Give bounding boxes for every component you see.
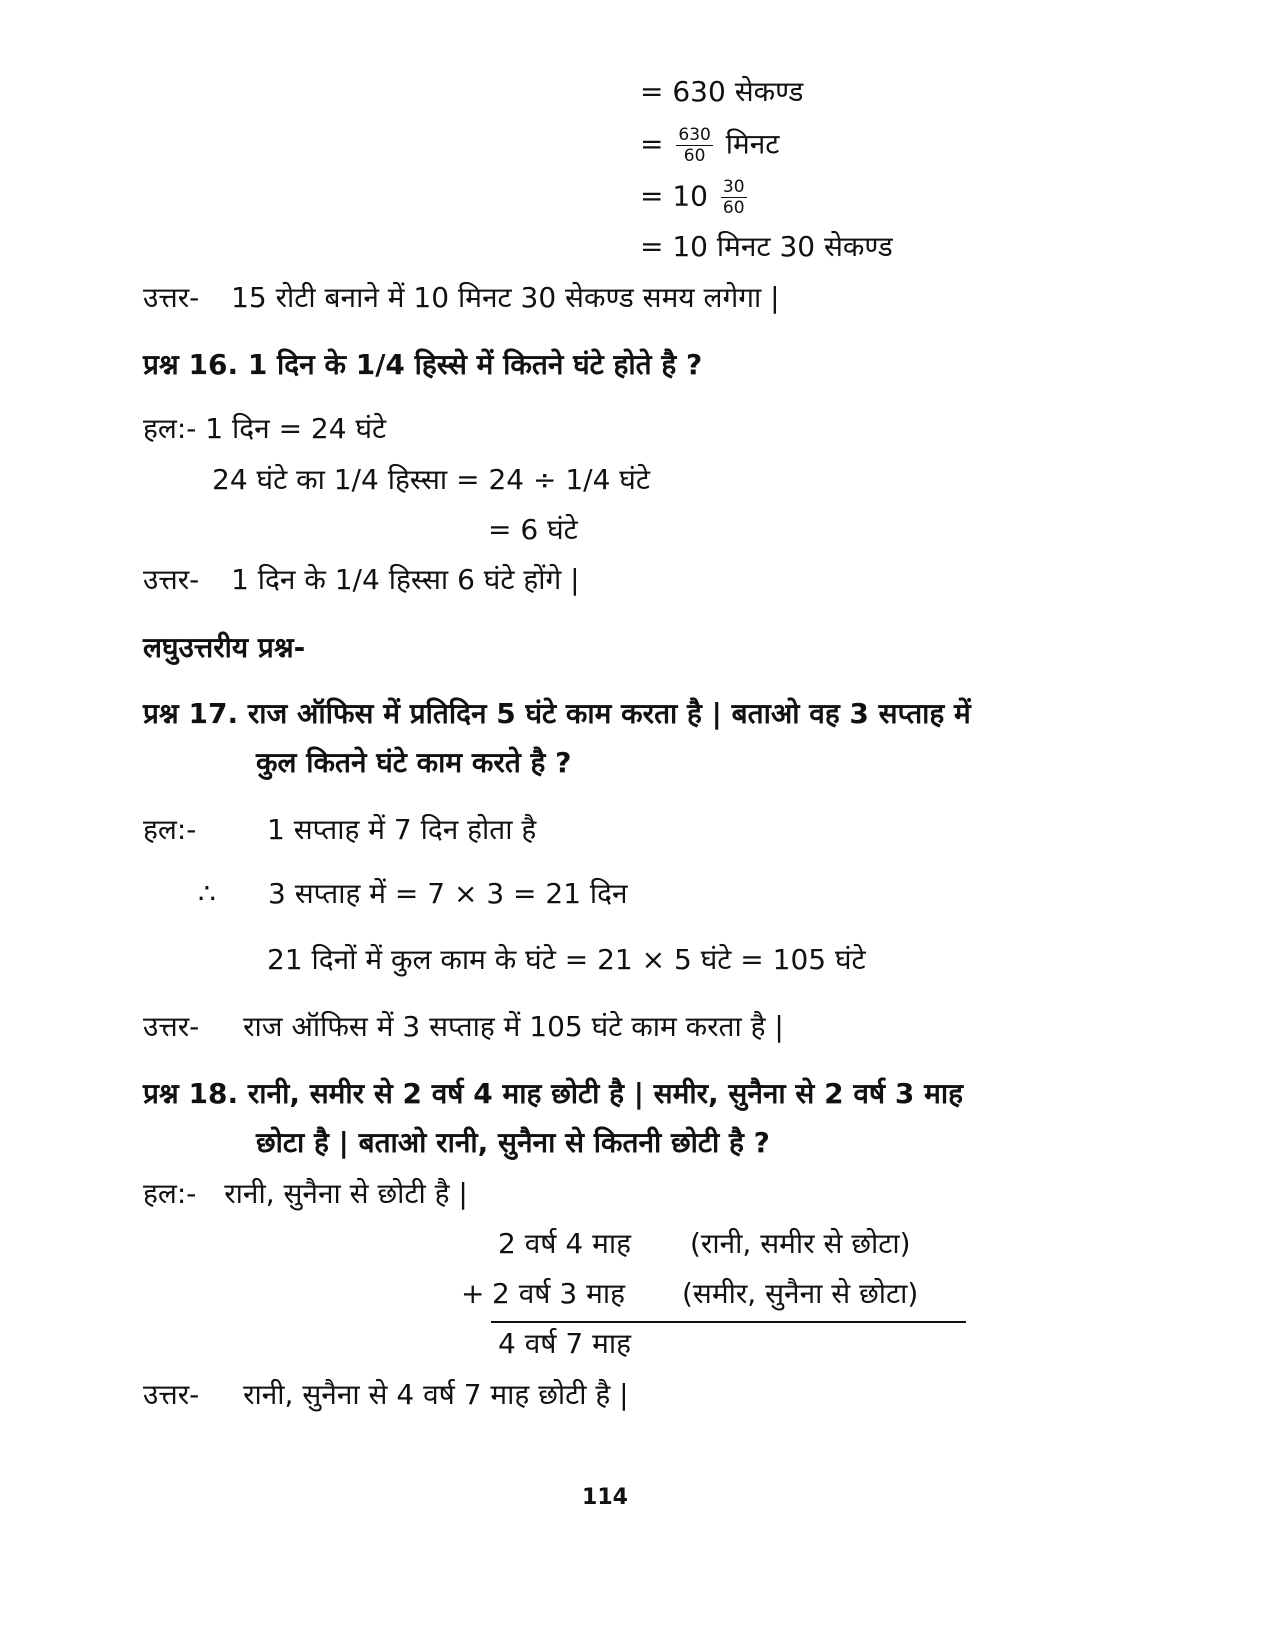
q17-answer <box>143 1009 784 1045</box>
q15-working-line3 <box>640 178 751 217</box>
q16-answer <box>143 562 580 598</box>
q15-line2-unit: मिनट <box>725 127 780 161</box>
addition-plus-sign: + <box>461 1277 485 1310</box>
q16-step2: 24 घंटे का 1/4 हिस्सा = 24 ÷ 1/4 घंटे <box>212 463 650 496</box>
q15-fraction-630-60 <box>676 126 712 165</box>
q16-step1: 1 दिन = 24 घंटे <box>205 412 387 445</box>
answer-text: 1 दिन के 1/4 हिस्सा 6 घंटे होंगे | <box>231 563 580 596</box>
answer-label: उत्तर- <box>143 1010 200 1043</box>
fraction-denominator: 60 <box>683 146 706 166</box>
q15-working-line4: = 10 मिनट 30 सेकण्ड <box>640 230 893 263</box>
fraction-numerator: 30 <box>722 177 745 197</box>
q16-step3: = 6 घंटे <box>488 513 578 546</box>
therefore-symbol: ∴ <box>198 877 216 910</box>
addition-row2-note: (समीर, सुनैना से छोटा) <box>682 1277 919 1310</box>
q15-working-line1: = 630 सेकण्ड <box>640 75 804 108</box>
q15-answer <box>143 280 780 316</box>
q18-step1: रानी, सुनैना से छोटी है | <box>224 1177 468 1210</box>
q18-question-line1: प्रश्न 18. रानी, समीर से 2 वर्ष 4 माह छोटी है | समीर, सुनैना से 2 वर्ष 3 माह <box>143 1077 963 1110</box>
addition-row2-value: 2 वर्ष 3 माह <box>492 1277 625 1310</box>
fraction-denominator: 60 <box>722 198 745 218</box>
fraction-numerator: 630 <box>678 125 711 145</box>
answer-text: 15 रोटी बनाने में 10 मिनट 30 सेकण्ड समय लगेगा | <box>231 281 780 314</box>
q18-answer <box>143 1377 629 1413</box>
q15-line2-equals: = <box>640 127 664 161</box>
answer-label: उत्तर- <box>143 281 200 314</box>
q15-working-line2 <box>640 126 779 165</box>
q16-question: प्रश्न 16. 1 दिन के 1/4 हिस्से में कितने घंटे होते है ? <box>143 348 703 381</box>
q17-step3: 21 दिनों में कुल काम के घंटे = 21 × 5 घंटे = 105 घंटे <box>267 943 866 976</box>
section-heading: लघुउत्तरीय प्रश्न- <box>143 631 306 664</box>
addition-sum-rule <box>491 1321 966 1323</box>
answer-label: उत्तर- <box>143 563 200 596</box>
solution-label: हल:- <box>143 412 197 445</box>
answer-text: राज ऑफिस में 3 सप्ताह में 105 घंटे काम करता है | <box>243 1010 784 1043</box>
answer-label: उत्तर- <box>143 1378 200 1411</box>
q18-solution-line1 <box>143 1176 468 1212</box>
addition-row1-note: (रानी, समीर से छोटा) <box>690 1227 911 1260</box>
q15-line3-whole: = 10 <box>640 179 708 213</box>
q17-question-line1: प्रश्न 17. राज ऑफिस में प्रतिदिन 5 घंटे काम करता है | बताओ वह 3 सप्ताह में <box>143 697 971 730</box>
q17-question-line2: कुल कितने घंटे काम करते है ? <box>256 746 572 779</box>
q17-step2: 3 सप्ताह में = 7 × 3 = 21 दिन <box>268 877 628 910</box>
q17-solution-label: हल:- <box>143 813 197 846</box>
answer-text: रानी, सुनैना से 4 वर्ष 7 माह छोटी है | <box>243 1378 629 1411</box>
addition-total: 4 वर्ष 7 माह <box>498 1327 631 1360</box>
q15-fraction-30-60 <box>721 178 747 217</box>
addition-row1-value: 2 वर्ष 4 माह <box>498 1227 631 1260</box>
q18-question-line2: छोटा है | बताओ रानी, सुनैना से कितनी छोटी है ? <box>256 1126 770 1159</box>
solution-label: हल:- <box>143 1177 197 1210</box>
q17-step1: 1 सप्ताह में 7 दिन होता है <box>267 813 537 846</box>
q16-solution-line1 <box>143 411 386 447</box>
page-number: 114 <box>582 1485 628 1510</box>
